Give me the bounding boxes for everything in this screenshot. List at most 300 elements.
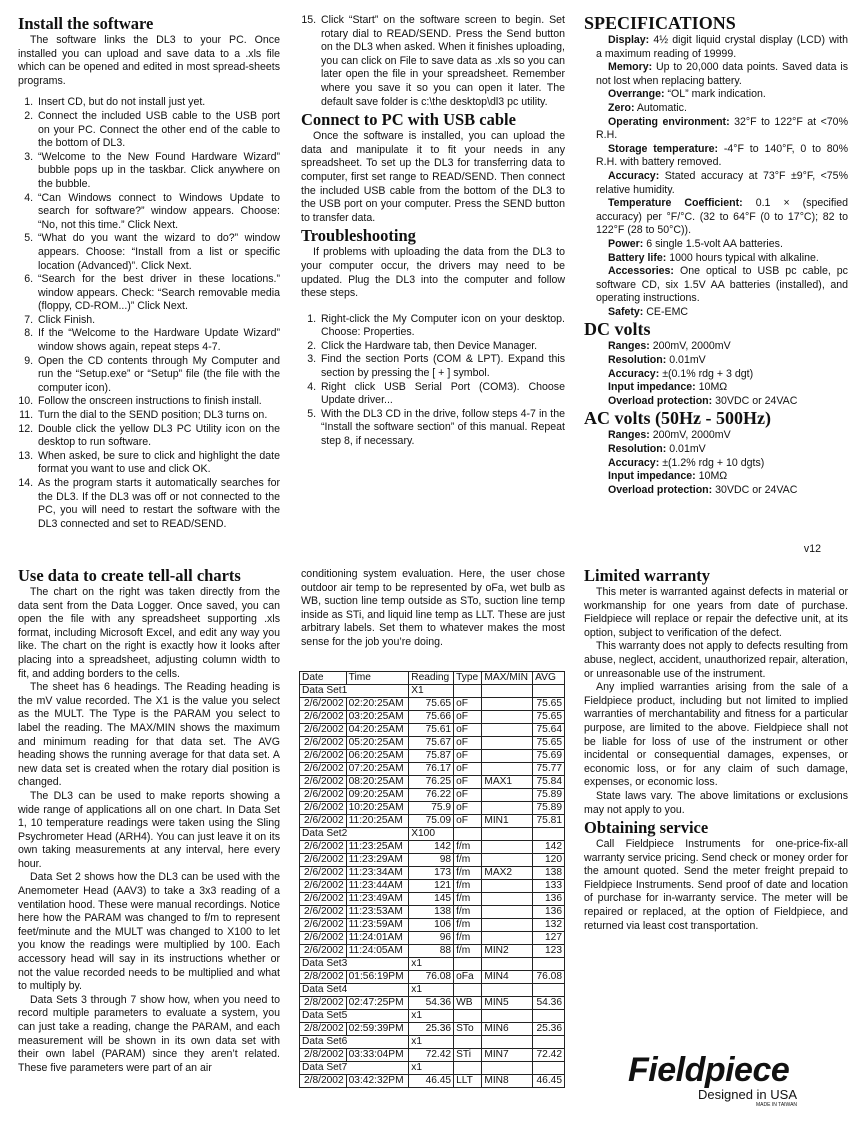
table-cell: 25.36 xyxy=(409,1023,454,1036)
data-set-mult: x1 xyxy=(409,958,454,971)
table-cell: MIN8 xyxy=(482,1075,533,1088)
spec-value: Stated accuracy at 73°F ±9°F, <75% relative humidity. xyxy=(596,169,848,196)
spec-value: 30VDC or 24VAC xyxy=(715,394,798,407)
table-cell: 02:59:39PM xyxy=(346,1023,409,1036)
table-cell xyxy=(482,724,533,737)
version-label: v12 xyxy=(803,543,821,555)
table-cell: 121 xyxy=(409,880,454,893)
table-cell: 2/6/2002 xyxy=(300,763,347,776)
data-set-label: Data Set4 xyxy=(300,984,409,997)
table-cell: 04:20:25AM xyxy=(346,724,409,737)
spec-value: 10MΩ xyxy=(698,470,728,483)
table-cell: 2/6/2002 xyxy=(300,789,347,802)
spec-value: 200mV, 2000mV xyxy=(652,340,731,353)
install-step: 5. “What do you want the wizard to do?” window appears. Choose: “Install from a list or specific location (Advanced)”. Click Next. xyxy=(36,232,280,273)
trouble-step: 5. With the DL3 CD in the drive, follow steps 4-7 in the “Install the software section” of this manual. Repeat step 8, if necessary. xyxy=(319,408,565,449)
table-cell: MIN6 xyxy=(482,1023,533,1036)
table-cell: f/m xyxy=(454,945,482,958)
table-cell: 2/6/2002 xyxy=(300,893,347,906)
spec-item xyxy=(584,265,848,306)
table-cell xyxy=(454,958,482,971)
spec-label: Resolution: xyxy=(608,443,667,456)
table-cell: 2/6/2002 xyxy=(300,932,347,945)
spec-label: Resolution: xyxy=(608,354,667,367)
table-cell xyxy=(482,698,533,711)
spec-label: Safety: xyxy=(608,305,644,318)
table-row xyxy=(300,906,565,919)
table-cell: 02:47:25PM xyxy=(346,997,409,1010)
spec-item xyxy=(584,143,848,170)
table-cell: 11:23:53AM xyxy=(346,906,409,919)
data-set-mult: x1 xyxy=(409,1010,454,1023)
spec-value: 0.1 × (specified accuracy) per °F/°C. (32 to 64°F (0 to 17°C); 82 to 122°F (28 to 50°C)). xyxy=(596,197,848,237)
table-cell: 75.61 xyxy=(409,724,454,737)
table-cell: 11:23:44AM xyxy=(346,880,409,893)
spec-value: Automatic. xyxy=(636,101,687,114)
table-cell: 142 xyxy=(409,841,454,854)
data-set-row xyxy=(300,1062,565,1075)
connect-title: Connect to PC with USB cable xyxy=(301,110,516,130)
spec-item xyxy=(584,381,848,395)
table-cell xyxy=(482,958,533,971)
charts-paragraph: The DL3 can be used to make reports showing a wide range of applications all on one chart. In Data Set 1, 10 temperature readings were taken using the Sling Psychrometer Head (ARH4). You can just leave it on its own taking measurements at any interval, here every hour. xyxy=(18,789,280,870)
table-cell: f/m xyxy=(454,919,482,932)
table-cell: 11:24:01AM xyxy=(346,932,409,945)
table-cell: 123 xyxy=(533,945,565,958)
table-row xyxy=(300,737,565,750)
table-cell: 54.36 xyxy=(533,997,565,1010)
spec-label: Input impedance: xyxy=(608,470,696,483)
table-cell xyxy=(454,1036,482,1049)
table-cell: oF xyxy=(454,711,482,724)
ac-spec-list xyxy=(584,429,848,497)
warranty-paragraph: Any implied warranties arising from the sale of a Fieldpiece product, including but not limited to implied warranties of merchantability and fitness for a particular purpose, are limited to the above. Fieldpiece shall not be liable for loss of use of the instrument or other incidental or consequential damages, expenses, or economic loss, or for any claim of such damage, expenses, or economic loss. xyxy=(584,681,848,789)
table-cell xyxy=(454,1010,482,1023)
trouble-step: 2. Click the Hardware tab, then Device Manager. xyxy=(319,340,565,354)
table-cell: 136 xyxy=(533,906,565,919)
table-cell: 2/6/2002 xyxy=(300,750,347,763)
table-cell xyxy=(482,893,533,906)
data-logger-table xyxy=(299,671,565,1088)
table-cell: oF xyxy=(454,802,482,815)
spec-label: Accuracy: xyxy=(608,456,660,469)
spec-value: One optical to USB pc cable, pc software CD, six 1.5V AA batteries (installed), and operating instructions. xyxy=(596,265,848,305)
spec-value: CE-EMC xyxy=(646,305,689,318)
data-set-row xyxy=(300,958,565,971)
spec-label: Overload protection: xyxy=(608,483,713,496)
spec-value: Up to 20,000 data points. Saved data is not lost when replacing battery. xyxy=(596,61,848,87)
table-cell: oF xyxy=(454,750,482,763)
spec-item xyxy=(584,368,848,382)
table-cell: 72.42 xyxy=(409,1049,454,1062)
table-row xyxy=(300,776,565,789)
charts-paragraph: Data Set 2 shows how the DL3 can be used with the Anemometer Head (AAV3) to take a 3x3 reading of a ventilation hood. These were manual recordings. Notice here how the PARAM was changed to f/m to represent feet/minute and the MULT was changed to X100 to let you know the readings were multiplied by 100. Each accessory head will say in its instructions whether or not the value recorded needs to be multiplied and what to multiply by. xyxy=(18,871,280,993)
service-text: Call Fieldpiece Instruments for one-price-fix-all warranty service pricing. Send check or money order for the amount quoted. Send the meter freight prepaid to Fieldpiece Instruments. Send proof of date and location of purchase for in-warranty service. The meter will be repaired or replaced, at the option of Fieldpiece, and returned via least cost transportation. xyxy=(584,838,848,932)
table-cell: 75.65 xyxy=(409,698,454,711)
table-cell xyxy=(482,932,533,945)
table-cell: 75.89 xyxy=(533,789,565,802)
specs-section xyxy=(584,14,848,497)
table-cell: 76.08 xyxy=(533,971,565,984)
data-set-row xyxy=(300,828,565,841)
table-cell: f/m xyxy=(454,854,482,867)
spec-label: Overload protection: xyxy=(608,394,713,407)
install-step: 10. Follow the onscreen instructions to finish install. xyxy=(36,395,280,409)
table-cell: STo xyxy=(454,1023,482,1036)
table-cell: 11:20:25AM xyxy=(346,815,409,828)
table-cell: MAX1 xyxy=(482,776,533,789)
table-cell: 133 xyxy=(533,880,565,893)
spec-value: “OL” mark indication. xyxy=(667,88,766,101)
table-row xyxy=(300,945,565,958)
table-cell: f/m xyxy=(454,932,482,945)
table-cell: 136 xyxy=(533,893,565,906)
table-cell: MIN7 xyxy=(482,1049,533,1062)
table-cell: 120 xyxy=(533,854,565,867)
install-step: 11. Turn the dial to the SEND position; DL3 turns on. xyxy=(36,409,280,423)
ac-title: AC volts (50Hz - 500Hz) xyxy=(584,408,771,429)
table-cell: 06:20:25AM xyxy=(346,750,409,763)
spec-item xyxy=(584,88,848,102)
table-cell xyxy=(482,1036,533,1049)
table-cell: 145 xyxy=(409,893,454,906)
spec-label: Battery life: xyxy=(608,251,667,264)
table-row xyxy=(300,932,565,945)
table-cell: 2/6/2002 xyxy=(300,698,347,711)
install-step: 7. Click Finish. xyxy=(36,314,280,328)
data-set-mult: x1 xyxy=(409,1036,454,1049)
table-cell: 11:23:25AM xyxy=(346,841,409,854)
table-cell: oF xyxy=(454,815,482,828)
table-cell xyxy=(482,841,533,854)
table-cell: 132 xyxy=(533,919,565,932)
trouble-steps xyxy=(301,313,565,449)
trouble-intro: If problems with uploading the data from the DL3 to your computer occur, the drivers may need to be updated. Plug the DL3 into the computer and follow these steps. xyxy=(301,246,565,300)
table-cell: 03:42:32PM xyxy=(346,1075,409,1088)
install-intro: The software links the DL3 to your PC. Once installed you can upload and save data to a .xls file which can be opened and edited in most spread-sheets programs. xyxy=(18,34,280,87)
table-row xyxy=(300,1049,565,1062)
table-cell: 2/6/2002 xyxy=(300,724,347,737)
install-step: 8. If the “Welcome to the Hardware Update Wizard” window shows again, repeat steps 4-7. xyxy=(36,327,280,354)
spec-value: 0.01mV xyxy=(669,443,706,456)
table-cell xyxy=(482,854,533,867)
table-row xyxy=(300,711,565,724)
table-cell: 11:24:05AM xyxy=(346,945,409,958)
charts-paragraph: The chart on the right was taken directly from the data sent from the Data Logger. Once saved, you can open the file with any spreadsheet supporting .xls format, including Microsoft Excel, and edit any way you like. The chart on the right is exactly how it looks after placing into a spreadsheet, adjusting column width to fit, and adding borders to the cells. xyxy=(18,586,280,680)
table-cell: 75.9 xyxy=(409,802,454,815)
table-cell xyxy=(482,789,533,802)
spec-label: Ranges: xyxy=(608,340,650,353)
table-cell: 75.87 xyxy=(409,750,454,763)
table-cell: 2/6/2002 xyxy=(300,880,347,893)
table-cell: WB xyxy=(454,997,482,1010)
table-cell xyxy=(482,685,533,698)
data-set-label: Data Set3 xyxy=(300,958,409,971)
table-cell xyxy=(482,828,533,841)
table-row xyxy=(300,698,565,711)
table-header-cell: Reading xyxy=(409,672,454,685)
table-row xyxy=(300,802,565,815)
spec-value: ±(1.2% rdg + 10 dgts) xyxy=(662,456,765,469)
table-cell: MIN2 xyxy=(482,945,533,958)
table-row xyxy=(300,854,565,867)
table-row xyxy=(300,919,565,932)
charts-continued-text: conditioning system evaluation. Here, the user chose outdoor air temp to be represented by oFa, wet bulb as WB, suction line temp outside as STo, suction line temp inside as STi, and liquid line temp as LLT. These are just arbitrary labels. Set them to whatever makes the most sense for the job you’re doing. xyxy=(301,568,565,648)
table-cell: oF xyxy=(454,724,482,737)
table-cell: 11:23:59AM xyxy=(346,919,409,932)
spec-list xyxy=(584,34,848,319)
table-cell: 03:20:25AM xyxy=(346,711,409,724)
table-cell: oF xyxy=(454,763,482,776)
table-cell xyxy=(482,750,533,763)
table-row xyxy=(300,971,565,984)
install-step: 9. Open the CD contents through My Computer and run the “Setup.exe” or “Setup” file (the file with the computer icon). xyxy=(36,355,280,396)
table-cell: 76.17 xyxy=(409,763,454,776)
table-header-cell: MAX/MIN xyxy=(482,672,533,685)
data-set-mult: x1 xyxy=(409,1062,454,1075)
table-cell: 127 xyxy=(533,932,565,945)
logo-made-in: MADE IN TAIWAN xyxy=(756,1102,798,1108)
table-cell xyxy=(454,828,482,841)
spec-label: Input impedance: xyxy=(608,381,696,394)
table-cell xyxy=(482,906,533,919)
charts-title: Use data to create tell-all charts xyxy=(18,566,241,585)
table-cell: 2/6/2002 xyxy=(300,737,347,750)
spec-label: Overrange: xyxy=(608,88,665,101)
spec-item xyxy=(584,457,848,471)
table-cell: 106 xyxy=(409,919,454,932)
table-row xyxy=(300,1075,565,1088)
table-cell: 142 xyxy=(533,841,565,854)
table-cell xyxy=(533,1036,565,1049)
table-cell: 11:23:49AM xyxy=(346,893,409,906)
table-cell: 05:20:25AM xyxy=(346,737,409,750)
data-set-mult: X1 xyxy=(409,685,454,698)
table-cell: 11:23:34AM xyxy=(346,867,409,880)
service-title: Obtaining service xyxy=(584,818,709,838)
spec-item xyxy=(584,116,848,143)
data-set-row xyxy=(300,685,565,698)
table-cell: STi xyxy=(454,1049,482,1062)
table-cell: 75.84 xyxy=(533,776,565,789)
spec-label: Display: xyxy=(608,34,650,46)
spec-item xyxy=(584,197,848,238)
table-cell: 75.65 xyxy=(533,737,565,750)
table-cell: 76.22 xyxy=(409,789,454,802)
warranty-title: Limited warranty xyxy=(584,566,711,585)
data-set-row xyxy=(300,1036,565,1049)
table-cell xyxy=(482,1062,533,1075)
table-cell: 25.36 xyxy=(533,1023,565,1036)
table-cell: oFa xyxy=(454,971,482,984)
table-header-cell: AVG xyxy=(533,672,565,685)
table-cell: 02:20:25AM xyxy=(346,698,409,711)
table-cell: 75.66 xyxy=(409,711,454,724)
install-step: 1. Insert CD, but do not install just yet. xyxy=(36,96,280,110)
table-cell: 173 xyxy=(409,867,454,880)
spec-item xyxy=(584,340,848,354)
table-row xyxy=(300,880,565,893)
spec-label: Accuracy: xyxy=(608,367,660,380)
table-cell xyxy=(482,919,533,932)
charts-paragraph: Data Sets 3 through 7 show how, when you need to record multiple parameters to evaluate a system, you can just take a reading, change the PARAM, and each measurement will be shown in its own data set with their own label (PARAM) since they aren’t related. These five parameters were part of an air xyxy=(18,993,280,1074)
install-step: 12. Double click the yellow DL3 PC Utility icon on the desktop to run software. xyxy=(36,423,280,450)
table-cell: 2/6/2002 xyxy=(300,867,347,880)
table-cell: 46.45 xyxy=(533,1075,565,1088)
table-cell: 2/8/2002 xyxy=(300,1023,347,1036)
table-cell: oF xyxy=(454,698,482,711)
spec-label: Accuracy: xyxy=(608,169,660,182)
spec-label: Accessories: xyxy=(608,265,674,278)
table-cell: MIN4 xyxy=(482,971,533,984)
spec-item xyxy=(584,61,848,88)
table-cell: 75.81 xyxy=(533,815,565,828)
spec-label: Memory: xyxy=(608,61,653,74)
table-cell xyxy=(533,1062,565,1075)
middle-top-column xyxy=(301,14,565,449)
install-title: Install the software xyxy=(18,14,154,33)
table-cell: 76.08 xyxy=(409,971,454,984)
table-cell xyxy=(482,711,533,724)
table-cell: 75.67 xyxy=(409,737,454,750)
warranty-paragraph: This warranty does not apply to defects resulting from abuse, neglect, accident, unauthorized repair, alteration, or unreasonable use of the instrument. xyxy=(584,640,848,680)
table-cell: 2/6/2002 xyxy=(300,854,347,867)
data-set-row xyxy=(300,984,565,997)
table-cell: 54.36 xyxy=(409,997,454,1010)
table-cell: 96 xyxy=(409,932,454,945)
fieldpiece-logo xyxy=(628,1051,808,1108)
specs-title: SPECIFICATIONS xyxy=(584,13,736,33)
install-steps-continued xyxy=(301,14,565,109)
table-row xyxy=(300,724,565,737)
table-cell: f/m xyxy=(454,893,482,906)
data-set-label: Data Set5 xyxy=(300,1010,409,1023)
spec-value: 1000 hours typical with alkaline. xyxy=(669,251,819,264)
data-set-label: Data Set2 xyxy=(300,828,409,841)
table-cell: 138 xyxy=(409,906,454,919)
table-cell: 09:20:25AM xyxy=(346,789,409,802)
table-cell: 2/6/2002 xyxy=(300,919,347,932)
table-cell: 2/8/2002 xyxy=(300,1049,347,1062)
spec-label: Temperature Coefficient: xyxy=(608,197,743,210)
trouble-step: 1. Right-click the My Computer icon on your desktop. Choose: Properties. xyxy=(319,313,565,340)
table-cell: 75.64 xyxy=(533,724,565,737)
table-cell: MAX2 xyxy=(482,867,533,880)
spec-value: 6 single 1.5-volt AA batteries. xyxy=(646,237,783,250)
spec-value: 0.01mV xyxy=(669,354,706,367)
spec-item xyxy=(584,102,848,116)
spec-item xyxy=(584,470,848,484)
spec-label: Storage temperature: xyxy=(608,142,719,155)
install-step: 2. Connect the included USB cable to the USB port on your PC. Connect the other end of the cable to the bottom of DL3. xyxy=(36,110,280,151)
table-cell xyxy=(454,685,482,698)
spec-label: Operating environment: xyxy=(608,115,730,128)
data-set-label: Data Set1 xyxy=(300,685,409,698)
warranty-paragraph: State laws vary. The above limitations or exclusions may not apply to you. xyxy=(584,789,848,816)
table-cell: 07:20:25AM xyxy=(346,763,409,776)
spec-item xyxy=(584,170,848,197)
table-row xyxy=(300,789,565,802)
trouble-title: Troubleshooting xyxy=(301,226,416,246)
table-header-row xyxy=(300,672,565,685)
table-cell: 11:23:29AM xyxy=(346,854,409,867)
table-cell: 2/8/2002 xyxy=(300,971,347,984)
spec-value: 4½ digit liquid crystal display (LCD) with a maximum reading of 19999. xyxy=(596,34,848,60)
spec-value: 10MΩ xyxy=(698,381,728,394)
table-cell xyxy=(482,802,533,815)
table-cell: oF xyxy=(454,737,482,750)
logo-brand: Fieldpiece xyxy=(628,1051,790,1089)
table-cell: LLT xyxy=(454,1075,482,1088)
table-cell: 75.69 xyxy=(533,750,565,763)
table-header-cell: Date xyxy=(300,672,347,685)
spec-value: 30VDC or 24VAC xyxy=(715,483,798,496)
table-cell: f/m xyxy=(454,906,482,919)
spec-item xyxy=(584,252,848,266)
table-cell: 88 xyxy=(409,945,454,958)
table-cell: MIN5 xyxy=(482,997,533,1010)
table-cell xyxy=(533,685,565,698)
table-cell: f/m xyxy=(454,867,482,880)
table-cell: f/m xyxy=(454,841,482,854)
install-step: 6. “Search for the best driver in these locations.” window appears. Check: “Search removable media (floppy, CD-ROM...)” Click Next. xyxy=(36,273,280,314)
trouble-step: 3. Find the section Ports (COM & LPT). Expand this section by pressing the [ + ] symbol. xyxy=(319,353,565,380)
table-cell: 75.89 xyxy=(533,802,565,815)
table-cell: 75.09 xyxy=(409,815,454,828)
table-cell: 2/6/2002 xyxy=(300,776,347,789)
table-cell xyxy=(454,984,482,997)
table-cell: 2/6/2002 xyxy=(300,945,347,958)
table-cell: 2/6/2002 xyxy=(300,815,347,828)
warranty-paragraph: This meter is warranted against defects in material or workmanship for one years from date of purchase. Fieldpiece will replace or repair the defective unit, at its option, subject to verification of the defect. xyxy=(584,586,848,639)
spec-item xyxy=(584,306,848,320)
table-cell: 2/8/2002 xyxy=(300,997,347,1010)
install-steps xyxy=(18,96,280,531)
table-cell: 46.45 xyxy=(409,1075,454,1088)
table-cell: 2/6/2002 xyxy=(300,841,347,854)
table-cell: 2/8/2002 xyxy=(300,1075,347,1088)
spec-value: -4°F to 140°F, 0 to 80% R.H. with battery removed. xyxy=(596,142,848,169)
data-set-label: Data Set7 xyxy=(300,1062,409,1075)
table-cell: 01:56:19PM xyxy=(346,971,409,984)
spec-label: Power: xyxy=(608,237,644,250)
spec-item xyxy=(584,484,848,498)
connect-text: Once the software is installed, you can upload the data and manipulate it to fit your needs in any spreadsheet. To set up the DL3 for transferring data to computer, first set range to READ/SEND. Then connect the included USB cable from the bottom of the DL3 to the USB port on your computer. Press the SEND button to transfer data. xyxy=(301,130,565,224)
table-header-cell: Type xyxy=(454,672,482,685)
dc-title: DC volts xyxy=(584,319,651,340)
install-step: 4. “Can Windows connect to Windows Update to search for software?” window appears. Choose: “No, not this time.” Click Next. xyxy=(36,192,280,233)
warranty-section xyxy=(584,566,848,933)
table-cell xyxy=(482,880,533,893)
spec-item xyxy=(584,395,848,409)
table-cell xyxy=(533,984,565,997)
spec-value: ±(0.1% rdg + 3 dgt) xyxy=(662,367,754,380)
data-set-mult: X100 xyxy=(409,828,454,841)
table-cell xyxy=(482,1010,533,1023)
table-cell: 2/6/2002 xyxy=(300,711,347,724)
table-cell: 10:20:25AM xyxy=(346,802,409,815)
spec-item xyxy=(584,429,848,443)
table-cell: 08:20:25AM xyxy=(346,776,409,789)
table-cell: 75.65 xyxy=(533,711,565,724)
table-cell xyxy=(454,1062,482,1075)
install-section xyxy=(18,14,280,531)
install-step: 13. When asked, be sure to click and highlight the date format you want to use and click OK. xyxy=(36,450,280,477)
table-row xyxy=(300,815,565,828)
table-cell: 138 xyxy=(533,867,565,880)
data-set-row xyxy=(300,1010,565,1023)
table-cell xyxy=(482,763,533,776)
